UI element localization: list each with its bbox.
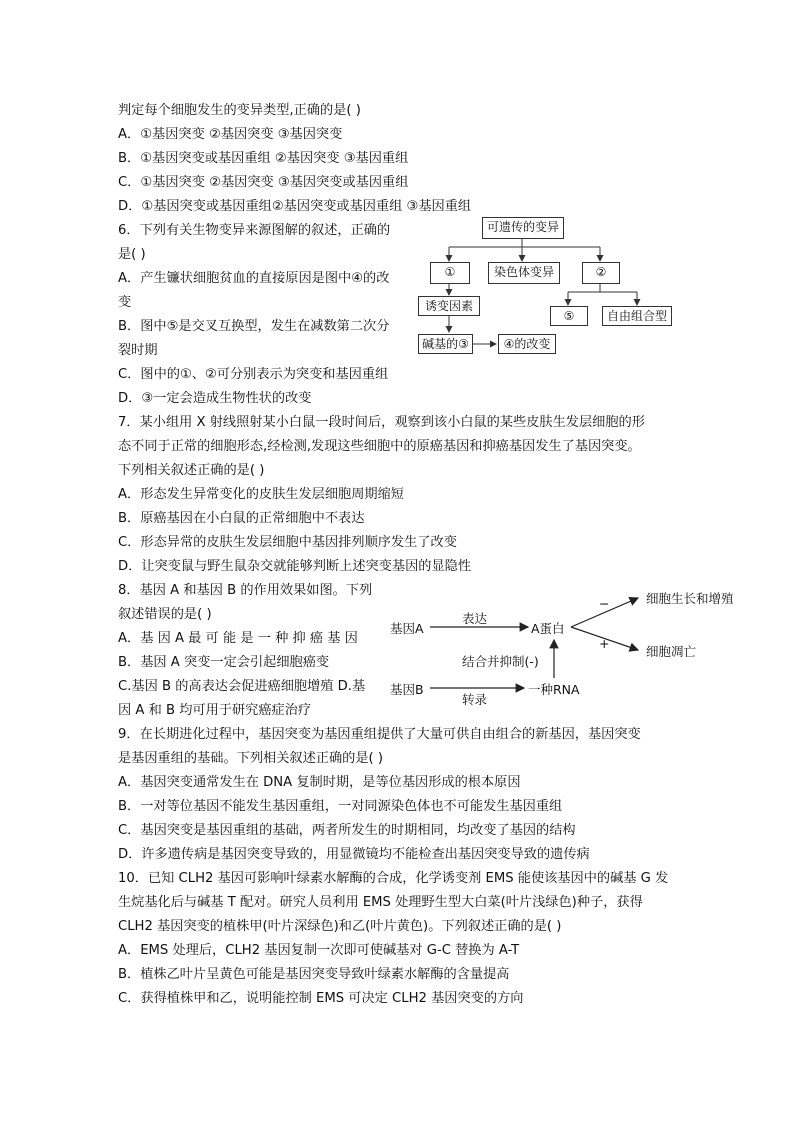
box-base-3: 碱基的③ [418, 334, 473, 354]
q10-option-a: A．EMS 处理后，CLH2 基因复制一次即可使碱基对 G-C 替换为 A-T [118, 943, 520, 958]
q7-stem-line3: 下列相关叙述正确的是( ) [118, 463, 265, 478]
q7-option-c: C．形态异常的皮肤生发层细胞中基因排列顺序发生了改变 [118, 535, 457, 550]
q6-option-d: D．③一定会造成生物性状的改变 [118, 391, 312, 406]
label-gene-b: 基因B [390, 682, 424, 697]
box-free-combination: 自由组合型 [602, 306, 672, 326]
label-bind-inhibit: 结合并抑制(-) [462, 654, 539, 669]
q6-option-b-line2: 裂时期 [118, 343, 158, 358]
q9-option-d: D．许多遗传病是基因突变导致的，用显微镜均不能检查出基因突变导致的遗传病 [118, 847, 590, 862]
box-chromosome-variation: 染色体变异 [488, 262, 560, 284]
q10-stem-line1: 10．已知 CLH2 基因可影响叶绿素水解酶的合成，化学诱变剂 EMS 能使该基因中的碱基 G 发 [118, 871, 669, 886]
q9-stem-line2: 是基因重组的基础。下列相关叙述正确的是( ) [118, 751, 384, 766]
q7-option-d: D．让突变鼠与野生鼠杂交就能够判断上述突变基因的显隐性 [118, 559, 472, 574]
box-change-4: ④的改变 [498, 334, 556, 354]
label-plus: + [599, 636, 610, 651]
label-gene-a: 基因A [390, 621, 424, 636]
label-apoptosis: 细胞凋亡 [646, 644, 697, 659]
q6-option-b-line1: B．图中⑤是交叉互换型，发生在减数第二次分 [118, 319, 390, 334]
label-express: 表达 [462, 611, 488, 626]
q8-option-d: 因 A 和 B 均可用于研究癌症治疗 [118, 703, 312, 718]
label-a-protein: A蛋白 [531, 621, 565, 636]
q9-stem-line1: 9．在长期进化过程中，基因突变为基因重组提供了大量可供自由组合的新基因，基因突变 [118, 727, 641, 742]
label-transcribe: 转录 [462, 692, 488, 707]
q7-option-a: A．形态发生异常变化的皮肤生发层细胞周期缩短 [118, 487, 404, 502]
q7-stem-line1: 7．某小组用 X 射线照射某小白鼠一段时间后，观察到该小白鼠的某些皮肤生发层细胞的形 [118, 415, 645, 430]
q8-stem-line1: 8．基因 A 和基因 B 的作用效果如图。下列 [118, 583, 373, 598]
q9-option-a: A．基因突变通常发生在 DNA 复制时期，是等位基因形成的根本原因 [118, 775, 521, 790]
q5-option-a: A．①基因突变 ②基因突变 ③基因突变 [118, 127, 343, 142]
q10-stem-line3: CLH2 基因突变的植株甲(叶片深绿色)和乙(叶片黄色)。下列叙述正确的是( ) [118, 919, 562, 934]
q7-option-b: B．原癌基因在小白鼠的正常细胞中不表达 [118, 511, 365, 526]
box-circle-5: ⑤ [550, 306, 588, 326]
q6-stem-line1: 6．下列有关生物变异来源图解的叙述，正确的 [118, 223, 391, 238]
label-cell-growth: 细胞生长和增殖 [646, 591, 734, 606]
q6-stem-line2: 是( ) [118, 247, 146, 262]
q10-option-b: B．植株乙叶片呈黄色可能是基因突变导致叶绿素水解酶的含量提高 [118, 967, 510, 982]
box-circle-2: ② [582, 262, 620, 284]
label-rna: 一种RNA [528, 682, 580, 697]
box-circle-1: ① [430, 262, 470, 284]
label-minus: − [599, 596, 610, 611]
q10-option-c: C．获得植株甲和乙，说明能控制 EMS 可决定 CLH2 基因突变的方向 [118, 991, 524, 1006]
q8-option-c: C.基因 B 的高表达会促进癌细胞增殖 D.基 [118, 679, 366, 694]
q10-stem-line2: 生烷基化后与碱基 T 配对。研究人员利用 EMS 处理野生型大白菜(叶片浅绿色)种子，获得 [118, 895, 643, 910]
q5-option-b: B．①基因突变或基因重组 ②基因突变 ③基因重组 [118, 151, 409, 166]
q8-stem-line2: 叙述错误的是( ) [118, 607, 212, 622]
q5-option-d: D．①基因突变或基因重组②基因突变或基因重组 ③基因重组 [118, 199, 472, 214]
variation-source-diagram [412, 212, 692, 362]
q7-stem-line2: 态不同于正常的细胞形态,经检测,发现这些细胞中的原癌基因和抑癌基因发生了基因突变。 [118, 439, 641, 454]
q6-option-a-line2: 变 [118, 295, 132, 310]
q8-option-b: B．基因 A 突变一定会引起细胞癌变 [118, 655, 330, 670]
box-mutagen: 诱变因素 [418, 296, 480, 316]
gene-effect-diagram [388, 586, 758, 706]
q5-stem-tail: 判定每个细胞发生的变异类型,正确的是( ) [118, 103, 361, 118]
q8-option-a: A．基 因 A 最 可 能 是 一 种 抑 癌 基 因 [118, 631, 358, 646]
box-heritable-variation: 可遗传的变异 [482, 217, 564, 239]
q9-option-c: C．基因突变是基因重组的基础，两者所发生的时期相同，均改变了基因的结构 [118, 823, 576, 838]
q6-option-a-line1: A．产生镰状细胞贫血的直接原因是图中④的改 [118, 271, 390, 286]
q5-option-c: C．①基因突变 ②基因突变 ③基因突变或基因重组 [118, 175, 409, 190]
q9-option-b: B．一对等位基因不能发生基因重组，一对同源染色体也不可能发生基因重组 [118, 799, 563, 814]
q6-option-c: C．图中的①、②可分别表示为突变和基因重组 [118, 367, 389, 382]
